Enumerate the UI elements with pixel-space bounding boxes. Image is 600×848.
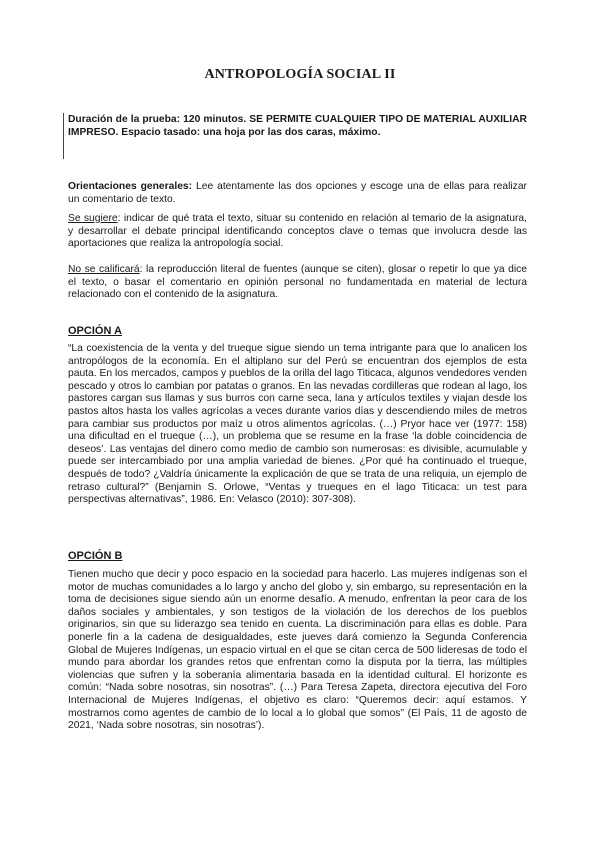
opcion-a-heading: OPCIÓN A xyxy=(68,325,122,337)
no-califica-text: : la reproducción literal de fuentes (aunque se citen), glosar o repetir lo que ya dice el texto, o basar el comentario en opinión personal no fundamentada en material de lectura relacionado con el contenido de la asignatura. xyxy=(68,264,527,301)
page-title: ANTROPOLOGÍA SOCIAL II xyxy=(204,67,396,82)
no-califica-label: No se calificará xyxy=(68,264,140,275)
orientaciones-paragraph xyxy=(68,181,527,206)
sugiere-text: : indicar de qué trata el texto, situar su contenido en relación al temario de la asignatura, y desarrollar el debate principal identificando conceptos clave o temas que involucra desde las aportaciones que realiza la antropología social. xyxy=(68,213,528,250)
exam-info xyxy=(68,114,527,139)
orientaciones-text: Lee atentamente las dos opciones y escoge una de ellas para realizar un comentario de texto. xyxy=(68,181,527,205)
orientaciones-label: Orientaciones generales: xyxy=(68,181,193,192)
exam-info-text: Duración de la prueba: 120 minutos. SE PERMITE CUALQUIER TIPO DE MATERIAL AUXILIAR IMPRESO. Espacio tasado: una hoja por las dos caras, máximo. xyxy=(68,114,527,138)
sugiere-paragraph xyxy=(68,213,527,251)
no-califica-paragraph xyxy=(68,264,527,302)
opcion-b-text-block xyxy=(68,569,527,733)
opcion-b-heading: OPCIÓN B xyxy=(68,550,123,562)
opcion-b-text: Tienen mucho que decir y poco espacio en la sociedad para hacerlo. Las mujeres indígenas son el motor de muchas comunidades a lo largo y ancho del globo y, sin embargo, su representación en la toma de decisiones sigue siendo aún un enorme desafío. A menudo, enfrentan la peor cara de los daños sociales y ambientales, y son testigos de la violación de los derechos de los pueblos originarios, sin que su liderazgo sea tenido en cuenta. La discriminación para ellas es doble. Para ponerle fin a la cadena de desigualdades, este jueves dará comienzo la Segunda Conferencia Global de Mujeres Indígenas, un espacio virtual en el que se citan cerca de 500 lideresas de todo el mundo para abordar los grandes retos que enfrentan como la disputa por la tierra, las múltiples violencias que sufren y la soberanía alimentaria basada en la identidad cultural. El horizonte es común: “Nada sobre nosotras, sin nosotras”. (…) Para Teresa Zapeta, directora ejecutiva del Foro Internacional de Mujeres Indígenas, el objetivo es claro: “Queremos decir: aquí estamos. Y mostrarnos como agentes de cambio de lo local a lo global que somos” (El País, 11 de agosto de 2021, ‘Nada sobre nosotras, sin nosotras’). xyxy=(68,569,527,732)
sugiere-label: Se sugiere xyxy=(68,213,118,224)
opcion-a-text-block xyxy=(68,343,527,507)
info-box-border xyxy=(63,113,64,159)
opcion-a-text: “La coexistencia de la venta y del trueque sigue siendo un tema intrigante para que lo analicen los antropólogos de la economía. En el altiplano sur del Perú se encuentran dos ejemplos de esta pauta. En los mercados, campos y pueblos de la orilla del lago Titicaca, algunos vendedores venden pescado y otros lo cambian por patatas o granos. En las nevadas cordilleras que rodean al lago, los pastores cargan sus llamas y sus burros con carne seca, lana y artículos textiles y viajan desde los pastos altos hasta los valles agrícolas a veces durante varios días y descendiendo miles de metros para cambiar sus productos por maíz u otros alimentos agrícolas. (…) Pryor hace ver (1977: 158) una dificultad en el trueque (…), un problema que se resume en la frase ‘la doble coincidencia de deseos’. Las ventajas del dinero como medio de cambio son numerosas: es divisible, acumulable y puede ser intercambiado por una amplia variedad de bienes. ¿Por qué ha continuado el trueque, después de todo? ¿Valdría únicamente la explicación de que se trata de una reliquia, un ejemplo de retraso cultural?” (Benjamin S. Orlowe, “Ventas y trueques en el lago Titicaca: un test para perspectivas alternativas”, 1986. En: Velasco (2010): 307-308). xyxy=(68,343,527,506)
